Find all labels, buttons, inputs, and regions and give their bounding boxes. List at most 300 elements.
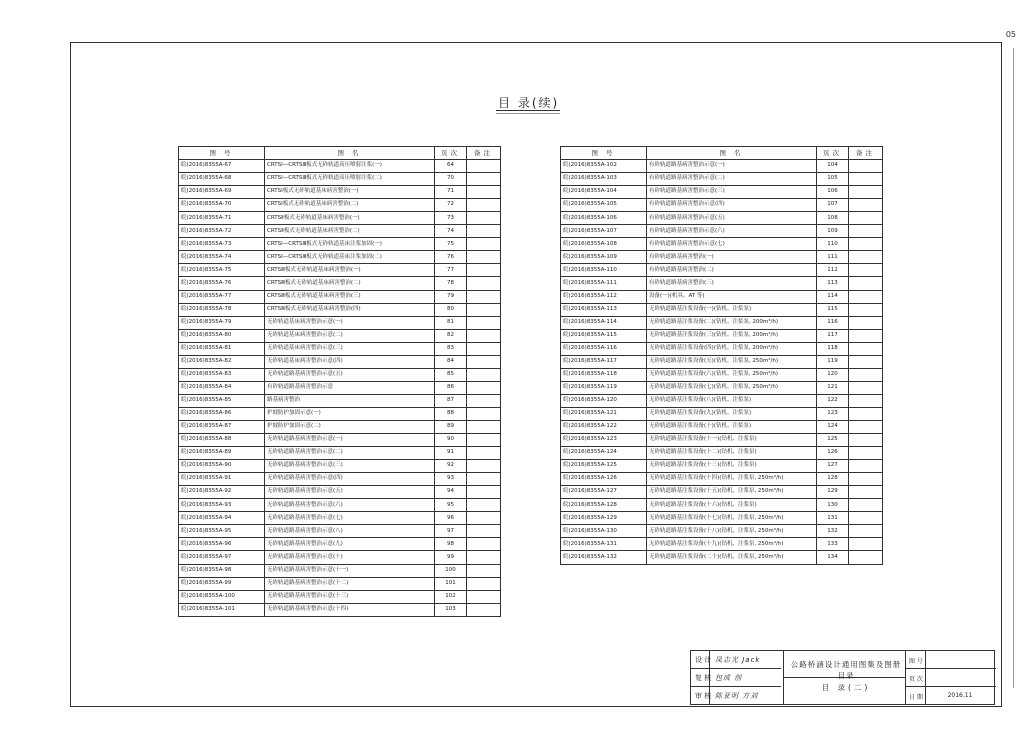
drawing-code: 皖(2016)8355A-129 <box>561 512 647 525</box>
remark-cell <box>467 225 501 238</box>
remark-cell <box>467 342 501 355</box>
table-row <box>561 499 883 512</box>
remark-cell <box>467 447 501 460</box>
remark-cell <box>849 355 883 368</box>
drawing-name: CRTSⅠ—CRTSⅢ板式无砟轨道基床注浆加固(二) <box>265 251 435 264</box>
page-number: 111 <box>817 251 849 264</box>
table-row <box>179 186 501 199</box>
page-number: 133 <box>817 538 849 551</box>
page-number: 88 <box>435 407 467 420</box>
page-number: 108 <box>817 212 849 225</box>
drawing-name: 有砟轨道路基病害整治示意(四) <box>647 199 817 212</box>
remark-cell <box>467 525 501 538</box>
drawing-name: 无砟轨道路基注浆设备(十)(钻机、注浆泵) <box>647 420 817 433</box>
drawing-name: 有砟轨道路基病害整治(二) <box>647 264 817 277</box>
drawing-name: 护坡防护加固示意(二) <box>265 420 435 433</box>
drawing-name: 无砟轨道路基病害整治示意(十四) <box>265 603 435 616</box>
drawing-name: 无砟轨道路基注浆设备(七)(钻机、注浆泵, 250m³/h) <box>647 381 817 394</box>
table-row <box>179 486 501 499</box>
remark-cell <box>849 199 883 212</box>
header-page: 页次 <box>817 147 849 160</box>
page-number: 84 <box>435 355 467 368</box>
drawing-code: 皖(2016)8355A-89 <box>179 447 265 460</box>
drawing-name: 有砟轨道路基病害整治(一) <box>647 251 817 264</box>
drawing-name: CRTSⅠ—CRTSⅢ板式无砟轨道高压喷射注浆(一) <box>265 160 435 173</box>
page-number: 105 <box>817 173 849 186</box>
header-remark: 备注 <box>849 147 883 160</box>
drawing-code: 皖(2016)8355A-103 <box>561 173 647 186</box>
drawing-name: 有砟轨道路基病害整治示意(五) <box>647 212 817 225</box>
drawing-code: 皖(2016)8355A-83 <box>179 368 265 381</box>
table-row <box>179 407 501 420</box>
header-code: 图 号 <box>561 147 647 160</box>
table-row <box>179 238 501 251</box>
page-number: 118 <box>817 342 849 355</box>
drawing-name: 无砟轨道路基注浆设备(四)(钻机、注浆泵, 200m³/h) <box>647 342 817 355</box>
drawing-code: 皖(2016)8355A-85 <box>179 394 265 407</box>
label-date: 日 期 <box>909 694 923 701</box>
value-date: 2016.11 <box>947 692 973 699</box>
drawing-code: 皖(2016)8355A-84 <box>179 381 265 394</box>
drawing-code: 皖(2016)8355A-120 <box>561 394 647 407</box>
table-row <box>179 564 501 577</box>
drawing-name: 有砟轨道路基病害整治示意 <box>265 381 435 394</box>
table-row <box>561 512 883 525</box>
drawing-name: 无砟轨道路基病害整治示意(七) <box>265 512 435 525</box>
table-row <box>179 460 501 473</box>
remark-cell <box>467 316 501 329</box>
drawing-name: CRTSⅢ板式无砟轨道基床病害整治(四) <box>265 303 435 316</box>
table-row <box>179 538 501 551</box>
drawing-code: 皖(2016)8355A-86 <box>179 407 265 420</box>
drawing-code: 皖(2016)8355A-131 <box>561 538 647 551</box>
drawing-name: CRTSⅠ板式无砟轨道基床病害整治(二) <box>265 199 435 212</box>
page-number: 81 <box>435 316 467 329</box>
remark-cell <box>467 368 501 381</box>
remark-cell <box>849 538 883 551</box>
drawing-code: 皖(2016)8355A-121 <box>561 407 647 420</box>
page-number: 106 <box>817 186 849 199</box>
role-design: 设 计 <box>695 656 712 664</box>
drawing-name: 无砟轨道路基注浆设备(十九)(钻机、注浆泵, 250m³/h) <box>647 538 817 551</box>
page-number: 75 <box>435 238 467 251</box>
drawing-name: 无砟轨道基床病害整治示意(一) <box>265 316 435 329</box>
page-number: 79 <box>435 290 467 303</box>
page-number: 110 <box>817 238 849 251</box>
table-row <box>179 316 501 329</box>
drawing-code: 皖(2016)8355A-79 <box>179 316 265 329</box>
page-number: 95 <box>435 499 467 512</box>
drawing-code: 皖(2016)8355A-73 <box>179 238 265 251</box>
remark-cell <box>849 251 883 264</box>
remark-cell <box>467 264 501 277</box>
drawing-name: 护坡防护加固示意(一) <box>265 407 435 420</box>
drawing-name: 无砟轨道路基病害整治示意(五) <box>265 486 435 499</box>
sheet-name: 目 录(二) <box>821 683 871 692</box>
page-number: 102 <box>435 590 467 603</box>
remark-cell <box>467 460 501 473</box>
remark-cell <box>467 277 501 290</box>
corner-mark: 05 <box>1005 30 1016 39</box>
table-row <box>179 303 501 316</box>
page-number: 116 <box>817 316 849 329</box>
page-number: 129 <box>817 486 849 499</box>
drawing-name: 有砟轨道路基病害整治示意(三) <box>647 186 817 199</box>
table-row <box>561 447 883 460</box>
toc-right-body <box>561 160 883 564</box>
table-row <box>179 342 501 355</box>
page-number: 134 <box>817 551 849 564</box>
drawing-code: 皖(2016)8355A-113 <box>561 303 647 316</box>
table-row <box>561 277 883 290</box>
page-number: 124 <box>817 420 849 433</box>
remark-cell <box>849 277 883 290</box>
page-number: 87 <box>435 394 467 407</box>
page-number: 94 <box>435 486 467 499</box>
drawing-name: 无砟轨道基床病害整治示意(四) <box>265 355 435 368</box>
page-number: 73 <box>435 212 467 225</box>
table-row <box>561 316 883 329</box>
page-number: 78 <box>435 277 467 290</box>
page-number: 119 <box>817 355 849 368</box>
table-row <box>561 225 883 238</box>
drawing-code: 皖(2016)8355A-130 <box>561 525 647 538</box>
remark-cell <box>467 486 501 499</box>
table-row <box>179 212 501 225</box>
drawing-name: 无砟轨道路基病害整治示意(十一) <box>265 564 435 577</box>
drawing-code: 皖(2016)8355A-127 <box>561 486 647 499</box>
drawing-name: 无砟轨道路基注浆设备(六)(钻机、注浆泵, 250m³/h) <box>647 368 817 381</box>
table-row <box>179 381 501 394</box>
drawing-code: 皖(2016)8355A-80 <box>179 329 265 342</box>
drawing-code: 皖(2016)8355A-96 <box>179 538 265 551</box>
table-row <box>179 251 501 264</box>
drawing-name: 无砟轨道路基病害整治示意(三) <box>265 460 435 473</box>
table-row <box>561 186 883 199</box>
page-number: 114 <box>817 290 849 303</box>
drawing-code: 皖(2016)8355A-132 <box>561 551 647 564</box>
remark-cell <box>849 264 883 277</box>
drawing-code: 皖(2016)8355A-100 <box>179 590 265 603</box>
table-row <box>179 420 501 433</box>
table-row <box>179 355 501 368</box>
table-row <box>179 499 501 512</box>
drawing-name: 无砟轨道路基注浆设备(十二)(钻机、注浆泵) <box>647 447 817 460</box>
table-row <box>179 434 501 447</box>
page-number: 112 <box>817 264 849 277</box>
drawing-name: 无砟轨道路基病害整治示意(十) <box>265 551 435 564</box>
remark-cell <box>467 538 501 551</box>
table-row <box>179 199 501 212</box>
drawing-name: 无砟轨道路基病害整治示意(五) <box>265 368 435 381</box>
table-row <box>179 603 501 616</box>
table-row <box>561 303 883 316</box>
remark-cell <box>467 329 501 342</box>
remark-cell <box>467 199 501 212</box>
label-page-no: 页 次 <box>909 676 923 683</box>
drawing-name: 无砟轨道路基注浆设备(一)(钻机、注浆泵) <box>647 303 817 316</box>
remark-cell <box>467 564 501 577</box>
drawing-code: 皖(2016)8355A-105 <box>561 199 647 212</box>
table-row <box>179 368 501 381</box>
drawing-code: 皖(2016)8355A-70 <box>179 199 265 212</box>
drawing-name: 无砟轨道路基注浆设备(九)(钻机、注浆泵) <box>647 407 817 420</box>
remark-cell <box>849 160 883 173</box>
drawing-code: 皖(2016)8355A-123 <box>561 434 647 447</box>
table-row <box>561 538 883 551</box>
drawing-name: 有砟轨道路基病害整治示意(一) <box>647 160 817 173</box>
remark-cell <box>849 499 883 512</box>
table-row <box>561 368 883 381</box>
remark-cell <box>849 460 883 473</box>
drawing-code: 皖(2016)8355A-82 <box>179 355 265 368</box>
table-row <box>561 199 883 212</box>
page-number: 72 <box>435 199 467 212</box>
remark-cell <box>467 473 501 486</box>
page-number: 132 <box>817 525 849 538</box>
page-number: 71 <box>435 186 467 199</box>
table-row <box>561 486 883 499</box>
drawing-code: 皖(2016)8355A-97 <box>179 551 265 564</box>
drawing-code: 皖(2016)8355A-107 <box>561 225 647 238</box>
table-row <box>179 290 501 303</box>
drawing-code: 皖(2016)8355A-77 <box>179 290 265 303</box>
table-row <box>561 160 883 173</box>
table-row <box>179 225 501 238</box>
drawing-name: CRTSⅢ板式无砟轨道基床病害整治(三) <box>265 290 435 303</box>
drawing-code: 皖(2016)8355A-128 <box>561 499 647 512</box>
drawing-name: CRTSⅢ板式无砟轨道基床病害整治(二) <box>265 277 435 290</box>
drawing-code: 皖(2016)8355A-91 <box>179 473 265 486</box>
drawing-name: 路基病害整治 <box>265 394 435 407</box>
table-row <box>179 264 501 277</box>
drawing-name: 无砟轨道路基注浆设备(十六)(钻机、注浆泵) <box>647 499 817 512</box>
title-underline-thin <box>496 113 560 114</box>
toc-table-right <box>560 146 883 565</box>
remark-cell <box>849 551 883 564</box>
drawing-code: 皖(2016)8355A-125 <box>561 460 647 473</box>
table-row <box>561 525 883 538</box>
page-number: 83 <box>435 342 467 355</box>
remark-cell <box>849 486 883 499</box>
drawing-name: CRTSⅠ—CRTSⅢ板式无砟轨道基床注浆加固(一) <box>265 238 435 251</box>
header-remark: 备注 <box>467 147 501 160</box>
drawing-name: 无砟轨道路基注浆设备(八)(钻机、注浆泵) <box>647 394 817 407</box>
remark-cell <box>467 603 501 616</box>
drawing-code: 皖(2016)8355A-109 <box>561 251 647 264</box>
drawing-name: 无砟轨道路基病害整治示意(九) <box>265 538 435 551</box>
role-check: 复 核 <box>695 674 712 682</box>
remark-cell <box>849 473 883 486</box>
label-drawing-no: 图 号 <box>909 658 923 665</box>
remark-cell <box>849 420 883 433</box>
page-number: 131 <box>817 512 849 525</box>
drawing-code: 皖(2016)8355A-117 <box>561 355 647 368</box>
page-number: 90 <box>435 434 467 447</box>
drawing-code: 皖(2016)8355A-115 <box>561 329 647 342</box>
drawing-name: CRTSⅠ—CRTSⅢ板式无砟轨道高压喷射注浆(二) <box>265 173 435 186</box>
remark-cell <box>849 329 883 342</box>
table-row <box>179 551 501 564</box>
drawing-code: 皖(2016)8355A-114 <box>561 316 647 329</box>
drawing-code: 皖(2016)8355A-88 <box>179 434 265 447</box>
drawing-name: 无砟轨道路基病害整治示意(二) <box>265 447 435 460</box>
page-number: 80 <box>435 303 467 316</box>
table-row <box>561 342 883 355</box>
drawing-code: 皖(2016)8355A-110 <box>561 264 647 277</box>
drawing-code: 皖(2016)8355A-122 <box>561 420 647 433</box>
table-row <box>561 264 883 277</box>
tb-divider <box>925 651 926 704</box>
drawing-name: 无砟轨道基床病害整治示意(二) <box>265 329 435 342</box>
page-number: 93 <box>435 473 467 486</box>
table-row <box>179 394 501 407</box>
drawing-code: 皖(2016)8355A-99 <box>179 577 265 590</box>
table-row <box>179 525 501 538</box>
header-code: 图 号 <box>179 147 265 160</box>
table-row <box>179 512 501 525</box>
header-page: 页次 <box>435 147 467 160</box>
drawing-code: 皖(2016)8355A-112 <box>561 290 647 303</box>
page-number: 113 <box>817 277 849 290</box>
page-number: 126 <box>817 447 849 460</box>
page-number: 76 <box>435 251 467 264</box>
title-underline <box>496 110 560 111</box>
table-row <box>179 590 501 603</box>
remark-cell <box>467 303 501 316</box>
toc-table-left <box>178 146 501 617</box>
drawing-code: 皖(2016)8355A-74 <box>179 251 265 264</box>
table-row <box>561 420 883 433</box>
remark-cell <box>849 407 883 420</box>
drawing-code: 皖(2016)8355A-90 <box>179 460 265 473</box>
atlas-name: 公路桥涵设计通用图集及图册目录 <box>790 660 902 680</box>
drawing-name: 无砟轨道路基病害整治示意(四) <box>265 473 435 486</box>
page-number: 89 <box>435 420 467 433</box>
remark-cell <box>849 512 883 525</box>
drawing-name: CRTSⅠ板式无砟轨道基床病害整治(一) <box>265 186 435 199</box>
remark-cell <box>467 420 501 433</box>
drawing-code: 皖(2016)8355A-118 <box>561 368 647 381</box>
remark-cell <box>849 525 883 538</box>
page-number: 123 <box>817 407 849 420</box>
page-number: 98 <box>435 538 467 551</box>
drawing-code: 皖(2016)8355A-111 <box>561 277 647 290</box>
table-row <box>561 407 883 420</box>
table-row <box>179 577 501 590</box>
drawing-name: 无砟轨道路基注浆设备(三)(钻机、注浆泵, 200m³/h) <box>647 329 817 342</box>
drawing-code: 皖(2016)8355A-108 <box>561 238 647 251</box>
drawing-name: 无砟轨道基床病害整治示意(三) <box>265 342 435 355</box>
drawing-name: 有砟轨道路基病害整治示意(七) <box>647 238 817 251</box>
drawing-name: CRTSⅡ板式无砟轨道基床病害整治(二) <box>265 225 435 238</box>
table-header-row <box>561 147 883 160</box>
drawing-name: 无砟轨道路基注浆设备(十一)(钻机、注浆泵) <box>647 434 817 447</box>
drawing-code: 皖(2016)8355A-68 <box>179 173 265 186</box>
table-row <box>179 329 501 342</box>
drawing-name: CRTSⅢ板式无砟轨道基床病害整治(一) <box>265 264 435 277</box>
table-row <box>561 238 883 251</box>
remark-cell <box>849 212 883 225</box>
header-name: 图 名 <box>647 147 817 160</box>
drawing-code: 皖(2016)8355A-67 <box>179 160 265 173</box>
drawing-name: 有砟轨道路基病害整治示意(六) <box>647 225 817 238</box>
remark-cell <box>467 590 501 603</box>
page-number: 92 <box>435 460 467 473</box>
remark-cell <box>849 225 883 238</box>
page-number: 97 <box>435 525 467 538</box>
remark-cell <box>849 368 883 381</box>
toc-left-body <box>179 160 501 617</box>
remark-cell <box>467 381 501 394</box>
drawing-name: 无砟轨道路基注浆设备(二十)(钻机、注浆泵, 250m³/h) <box>647 551 817 564</box>
page-number: 128 <box>817 473 849 486</box>
drawing-name: 无砟轨道路基注浆设备(十五)(钻机、注浆泵, 250m³/h) <box>647 486 817 499</box>
drawing-name: 无砟轨道路基注浆设备(十八)(钻机、注浆泵, 250m³/h) <box>647 525 817 538</box>
role-review: 审 核 <box>695 692 712 700</box>
page-number: 107 <box>817 199 849 212</box>
remark-cell <box>849 434 883 447</box>
remark-cell <box>467 186 501 199</box>
drawing-name: 设备(一)(机具、AT 等) <box>647 290 817 303</box>
signature-review: 陈亚明 方刘 <box>715 692 759 700</box>
drawing-code: 皖(2016)8355A-104 <box>561 186 647 199</box>
drawing-code: 皖(2016)8355A-126 <box>561 473 647 486</box>
drawing-code: 皖(2016)8355A-93 <box>179 499 265 512</box>
table-row <box>179 447 501 460</box>
table-row <box>561 251 883 264</box>
drawing-name: 有砟轨道路基病害整治(三) <box>647 277 817 290</box>
page-number: 85 <box>435 368 467 381</box>
page-number: 117 <box>817 329 849 342</box>
page-number: 121 <box>817 381 849 394</box>
page-number: 86 <box>435 381 467 394</box>
remark-cell <box>849 290 883 303</box>
page-number: 127 <box>817 460 849 473</box>
remark-cell <box>849 342 883 355</box>
remark-cell <box>467 290 501 303</box>
remark-cell <box>467 512 501 525</box>
table-row <box>179 277 501 290</box>
drawing-code: 皖(2016)8355A-98 <box>179 564 265 577</box>
page-number: 64 <box>435 160 467 173</box>
table-row <box>561 212 883 225</box>
page-number: 70 <box>435 173 467 186</box>
drawing-name: 无砟轨道路基病害整治示意(一) <box>265 434 435 447</box>
remark-cell <box>467 160 501 173</box>
remark-cell <box>467 355 501 368</box>
page-number: 103 <box>435 603 467 616</box>
remark-cell <box>849 238 883 251</box>
drawing-code: 皖(2016)8355A-72 <box>179 225 265 238</box>
page-number: 74 <box>435 225 467 238</box>
tb-divider <box>905 668 996 669</box>
drawing-code: 皖(2016)8355A-81 <box>179 342 265 355</box>
drawing-code: 皖(2016)8355A-124 <box>561 447 647 460</box>
page-number: 104 <box>817 160 849 173</box>
remark-cell <box>849 381 883 394</box>
page-number: 82 <box>435 329 467 342</box>
page-number: 101 <box>435 577 467 590</box>
drawing-code: 皖(2016)8355A-102 <box>561 160 647 173</box>
drawing-name: 无砟轨道路基病害整治示意(六) <box>265 499 435 512</box>
table-row <box>561 381 883 394</box>
remark-cell <box>849 316 883 329</box>
table-row <box>179 160 501 173</box>
drawing-code: 皖(2016)8355A-69 <box>179 186 265 199</box>
drawing-name: CRTSⅡ板式无砟轨道基床病害整治(一) <box>265 212 435 225</box>
page-number: 96 <box>435 512 467 525</box>
